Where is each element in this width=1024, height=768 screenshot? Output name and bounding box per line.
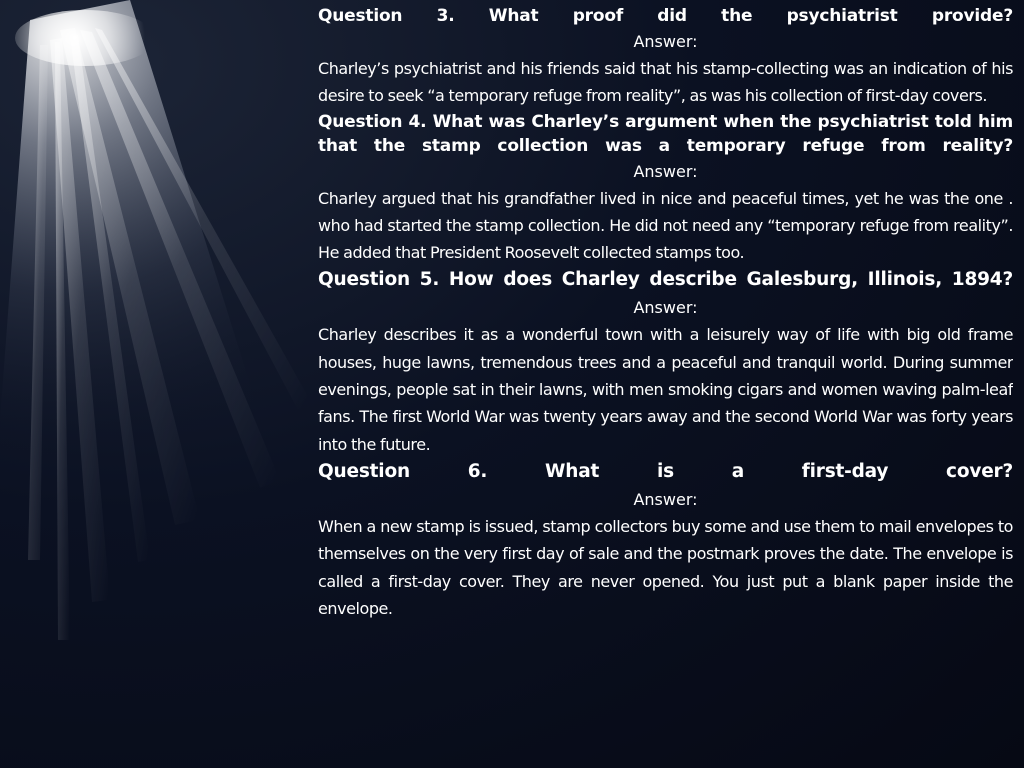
answer-label: Answer:: [633, 489, 698, 509]
question-3: Question 3. What proof did the psychiatrist provide?: [318, 6, 1013, 26]
answer-label: Answer:: [633, 161, 698, 181]
answer-3: Charley’s psychiatrist and his friends said that his stamp-collecting was an indication of his desire to seek “a temporary refuge from reality”, as was his collection of first-day covers.: [318, 59, 1013, 106]
answer-label: Answer:: [633, 32, 698, 51]
answer-6: When a new stamp is issued, stamp collectors buy some and use them to mail envelopes to themselves on the very first day of sale and the postmark proves the date. The envelope is called a first-day cover. They are never opened. You just put a blank paper inside the envelope.: [318, 516, 1013, 618]
qa-text-block: [318, 4, 1013, 766]
question-5: Question 5. How does Charley describe Galesburg, Illinois, 1894?: [318, 269, 1013, 291]
answer-5: Charley describes it as a wonderful town with a leisurely way of life with big old frame houses, huge lawns, tremendous trees and a peaceful and tranquil world. During summer evenings, people sat in their lawns, with men smoking cigars and women waving palm-leaf fans. The first World War was twenty years away and the second World War was forty years into the future.: [318, 325, 1013, 454]
answer-4: Charley argued that his grandfather lived in nice and peaceful times, yet he was the one . who had started the stamp collection. He did not need any “temporary refuge from reality”. He added that President Roosevelt collected stamps too.: [318, 188, 1013, 263]
question-4: Question 4. What was Charley’s argument when the psychiatrist told him that the stamp collection was a temporary refuge from reality?: [318, 111, 1013, 156]
answer-label: Answer:: [633, 298, 698, 318]
question-6: Question 6. What is a first-day cover?: [318, 460, 1013, 482]
